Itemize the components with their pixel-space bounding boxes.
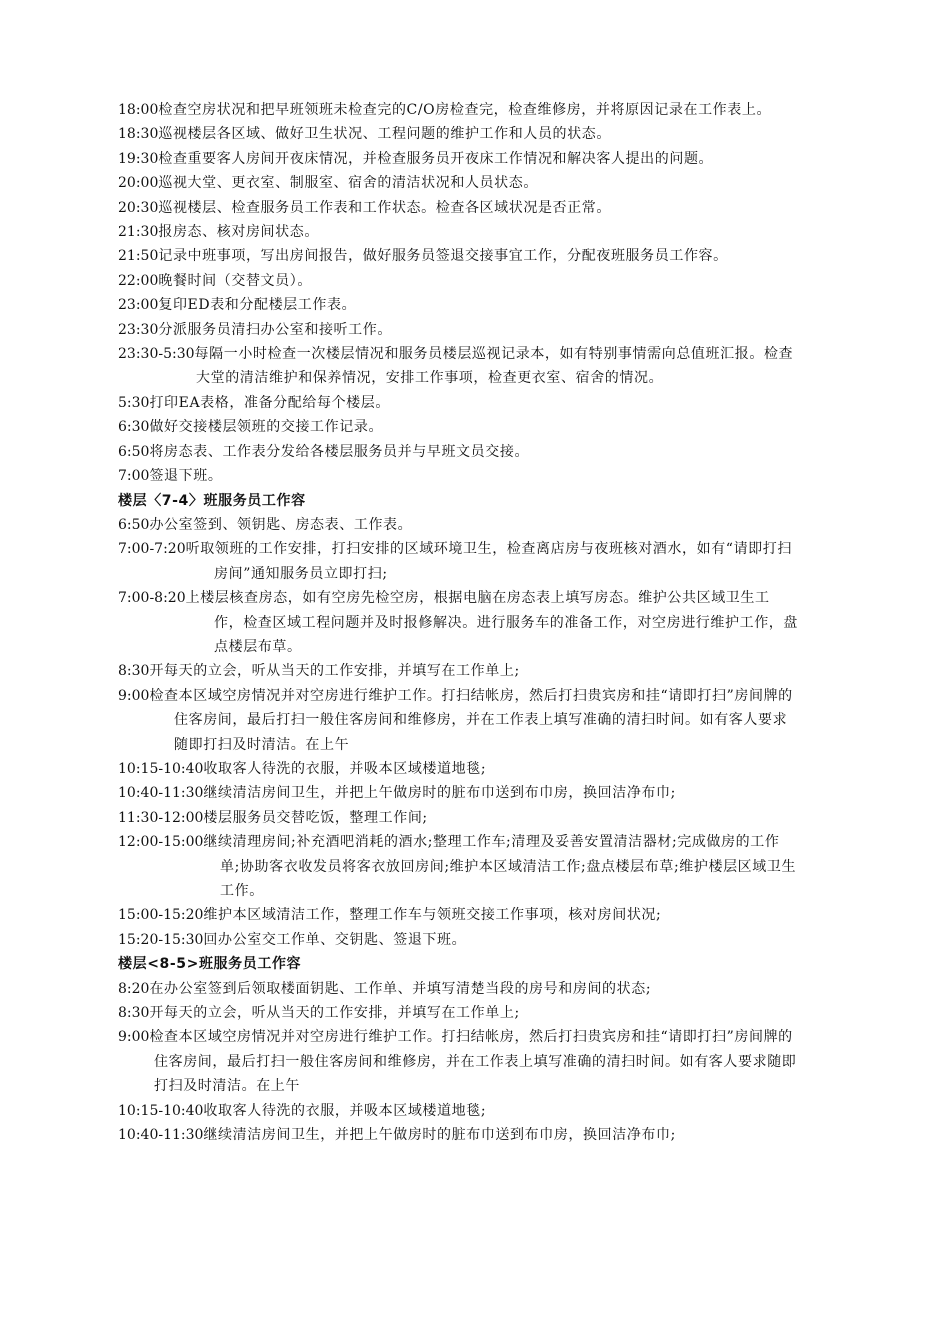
entry-time: 10:15-10:40 <box>118 760 204 777</box>
schedule-entry <box>118 318 798 342</box>
schedule-entry <box>118 903 798 927</box>
entry-text: 回办公室交工作单、交钥匙、签退下班。 <box>203 931 467 948</box>
schedule-entry <box>118 122 798 146</box>
schedule-entry <box>118 928 798 952</box>
schedule-entry <box>118 806 798 830</box>
entry-time: 7:00 <box>118 468 150 485</box>
entry-text: 报房态、核对房间状态。 <box>158 224 319 241</box>
entry-time: 19:30 <box>118 150 159 167</box>
schedule-entry <box>118 1099 798 1123</box>
entry-time: 15:20-15:30 <box>118 931 204 948</box>
entry-time: 21:30 <box>118 224 159 241</box>
entry-time: 6:50 <box>118 516 150 533</box>
entry-time: 5:30 <box>118 394 150 411</box>
schedule-entry <box>118 464 798 488</box>
entry-time: 7:00-8:20 <box>118 590 186 607</box>
entry-text: 记录中班事项，写出房间报告，做好服务员签退交接事宜工作，分配夜班服务员工作容。 <box>158 248 728 265</box>
schedule-entry <box>118 342 798 391</box>
entry-time: 10:15-10:40 <box>118 1102 204 1119</box>
entry-text: 在办公室签到后领取楼面钥匙、工作单、并填写清楚当段的房号和房间的状态; <box>149 980 652 997</box>
entry-time: 10:40-11:30 <box>118 785 204 802</box>
schedule-entry <box>118 220 798 244</box>
schedule-entry <box>118 586 798 659</box>
entry-text: 晚餐时间（交替文员）。 <box>158 272 312 289</box>
schedule-entry <box>118 977 798 1001</box>
section-heading: 楼层<8-5>班服务员工作容 <box>118 956 302 973</box>
entry-text: 检查本区域空房情况并对空房进行维护工作。打扫结帐房，然后打扫贵宾房和挂“请即打扫”房间牌的住客房间，最后打扫一般住客房间和维修房，并在工作表上填写准确的清扫时间。如有客人要求随即打扫及时清洁。在上午 <box>149 687 793 753</box>
entry-text: 上楼层核查房态，如有空房先检空房，根据电脑在房态表上填写房态。维护公共区域卫生工作，检查区域工程问题并及时报修解决。进行服务车的准备工作，对空房进行维护工作，盘点楼层布草。 <box>185 590 798 655</box>
schedule-entry <box>118 659 798 683</box>
entry-time: 23:30 <box>118 321 159 338</box>
entry-time: 9:00 <box>118 1029 150 1046</box>
entry-text: 开每天的立会，听从当天的工作安排，并填写在工作单上; <box>149 663 520 680</box>
entry-time: 9:00 <box>118 687 150 704</box>
entry-text: 签退下班。 <box>149 468 223 485</box>
entry-time: 6:50 <box>118 443 150 460</box>
entry-text: 检查本区域空房情况并对空房进行维护工作。打扫结帐房，然后打扫贵宾房和挂“请即打扫”房间牌的住客房间，最后打扫一般住客房间和维修房，并在工作表上填写准确的清扫时间。如有客人要求随即打扫及时清洁。在上午 <box>149 1029 797 1095</box>
entry-text: 巡视楼层、检查服务员工作表和工作状态。检查各区域状况是否正常。 <box>158 199 611 216</box>
schedule-entry <box>118 293 798 317</box>
schedule-entry <box>118 98 798 122</box>
entry-text: 继续清洁房间卫生，并把上午做房时的脏布巾送到布巾房，换回洁净布巾; <box>203 1127 676 1144</box>
entry-text: 听取领班的工作安排，打扫安排的区域环境卫生，检查离店房与夜班核对酒水，如有“请即打扫房间”通知服务员立即打扫; <box>185 541 792 582</box>
entry-text: 检查重要客人房间开夜床情况，并检查服务员开夜床工作情况和解决客人提出的问题。 <box>158 150 714 167</box>
entry-time: 8:20 <box>118 980 150 997</box>
entry-text: 将房态表、工作表分发给各楼层服务员并与早班文员交接。 <box>149 443 530 460</box>
schedule-entry <box>118 684 798 757</box>
entry-text: 复印ED表和分配楼层工作表。 <box>158 297 357 314</box>
entry-time: 11:30-12:00 <box>118 809 204 826</box>
entry-text: 巡视大堂、更衣室、制服室、宿舍的清洁状况和人员状态。 <box>158 175 538 192</box>
entry-time: 12:00-15:00 <box>118 834 204 851</box>
schedule-entry <box>118 537 798 586</box>
entry-text: 继续清洁房间卫生，并把上午做房时的脏布巾送到布巾房，换回洁净布巾; <box>203 785 676 802</box>
entry-text: 收取客人待洗的衣服，并吸本区域楼道地毯; <box>203 760 487 777</box>
entry-time: 21:50 <box>118 248 159 265</box>
schedule-entry <box>118 1025 798 1098</box>
schedule-entry <box>118 415 798 439</box>
entry-text: 收取客人待洗的衣服，并吸本区域楼道地毯; <box>203 1102 487 1119</box>
entry-text: 继续清理房间;补充酒吧消耗的酒水;整理工作车;清理及妥善安置清洁器材;完成做房的工作单;协助客衣收发员将客衣放回房间;维护本区域清洁工作;盘点楼层布草;维护楼层区域卫生工作。 <box>203 834 797 899</box>
document-page <box>118 98 798 1147</box>
entry-time: 20:00 <box>118 175 159 192</box>
entry-text: 巡视楼层各区域、做好卫生状况、工程问题的维护工作和人员的状态。 <box>158 126 611 143</box>
entry-time: 23:30-5:30 <box>118 346 195 363</box>
schedule-entry <box>118 147 798 171</box>
section-heading: 楼层〈7-4〉班服务员工作容 <box>118 492 306 509</box>
schedule-entry <box>118 269 798 293</box>
entry-text: 维护本区域清洁工作，整理工作车与领班交接工作事项，核对房间状况; <box>203 907 662 924</box>
schedule-entry <box>118 1123 798 1147</box>
entry-time: 8:30 <box>118 1005 150 1022</box>
entry-text: 办公室签到、领钥匙、房态表、工作表。 <box>149 516 413 533</box>
schedule-entry <box>118 440 798 464</box>
schedule-entry <box>118 781 798 805</box>
entry-time: 8:30 <box>118 663 150 680</box>
entry-text: 分派服务员清扫办公室和接听工作。 <box>158 321 392 338</box>
entry-text: 做好交接楼层领班的交接工作记录。 <box>149 419 384 436</box>
entry-time: 15:00-15:20 <box>118 907 204 924</box>
entry-text: 楼层服务员交替吃饭，整理工作间; <box>203 809 428 826</box>
schedule-entry <box>118 244 798 268</box>
entry-time: 18:30 <box>118 126 159 143</box>
schedule-entry <box>118 513 798 537</box>
schedule-entry <box>118 171 798 195</box>
entry-text: 打印EA表格，准备分配给每个楼层。 <box>149 394 390 411</box>
entry-time: 10:40-11:30 <box>118 1127 204 1144</box>
schedule-entry <box>118 196 798 220</box>
entry-time: 20:30 <box>118 199 159 216</box>
entry-time: 18:00 <box>118 102 159 118</box>
entry-text: 开每天的立会，听从当天的工作安排，并填写在工作单上; <box>149 1005 520 1022</box>
schedule-entry <box>118 830 798 903</box>
entry-time: 7:00-7:20 <box>118 541 186 558</box>
entry-time: 23:00 <box>118 297 159 314</box>
schedule-entry <box>118 1001 798 1025</box>
schedule-entry <box>118 391 798 415</box>
entry-time: 22:00 <box>118 272 159 289</box>
entry-time: 6:30 <box>118 419 150 436</box>
entry-text: 每隔一小时检查一次楼层情况和服务员楼层巡视记录本，如有特别事情需向总值班汇报。检查大堂的清洁维护和保养情况，安排工作事项，检查更衣室、宿舍的情况。 <box>194 346 794 387</box>
entry-text: 检查空房状况和把早班领班未检查完的C/O房检查完，检查维修房，并将原因记录在工作表上。 <box>158 102 772 118</box>
schedule-entry <box>118 757 798 781</box>
